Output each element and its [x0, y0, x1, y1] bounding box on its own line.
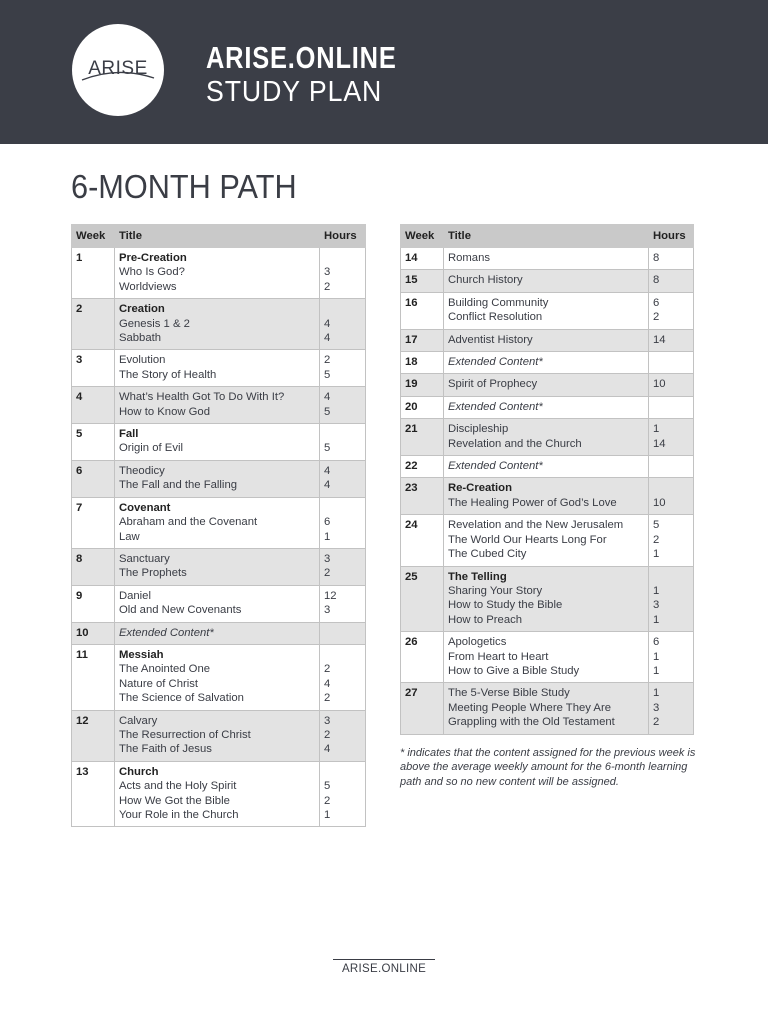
week-column-header: Week — [401, 225, 444, 248]
lesson-title: Law — [118, 530, 140, 543]
hours-value: 1 — [653, 548, 660, 561]
lesson-title: The Faith of Jesus — [118, 743, 212, 756]
table-row — [401, 396, 694, 418]
lesson-title: Discipleship — [447, 423, 509, 436]
week-number: 12 — [72, 710, 115, 761]
hours-value: 4 — [324, 479, 331, 492]
week-number: 14 — [401, 248, 444, 270]
hours-value: 6 — [653, 636, 660, 649]
lesson-title: Conflict Resolution — [447, 311, 543, 324]
week-column-header: Week — [72, 225, 115, 248]
lesson-titles — [443, 478, 648, 515]
hours-value: 4 — [324, 677, 331, 690]
week-number: 4 — [72, 387, 115, 424]
section-heading: Pre-Creation — [118, 252, 187, 264]
lesson-title: Building Community — [447, 296, 549, 309]
table-row — [401, 632, 694, 683]
hours-value: 1 — [653, 423, 660, 436]
lesson-title: How to Give a Bible Study — [447, 664, 580, 677]
hours-spacer — [324, 251, 361, 265]
hours-value: 4 — [324, 332, 331, 345]
page-title: 6-MONTH PATH — [71, 168, 297, 205]
extended-content-footnote: * indicates that the content assigned for the previous week is above the average weekly amount for the 6-month learning path and so no new content will be assigned. — [400, 747, 696, 788]
lesson-titles — [114, 497, 319, 548]
week-number: 3 — [72, 350, 115, 387]
hours-value: 2 — [653, 716, 660, 729]
footer-url: ARISE.ONLINE — [341, 963, 427, 975]
week-number: 19 — [401, 374, 444, 396]
lesson-hours — [649, 515, 694, 566]
lesson-title: The Anointed One — [118, 663, 211, 676]
hours-value: 5 — [653, 519, 660, 532]
table-row — [72, 248, 366, 299]
lesson-title: From Heart to Heart — [447, 650, 549, 663]
hours-value: 3 — [324, 266, 331, 279]
hours-value: 14 — [653, 437, 666, 450]
page-header — [0, 0, 768, 144]
table-row — [401, 566, 694, 632]
lesson-title: Church History — [447, 274, 523, 287]
lesson-titles — [114, 424, 319, 461]
hours-value: 4 — [324, 464, 331, 477]
week-number: 2 — [72, 299, 115, 350]
hours-value: 2 — [324, 280, 331, 293]
lesson-titles — [443, 683, 648, 734]
brand-title: ARISE.ONLINE — [206, 40, 397, 75]
hours-value: 8 — [653, 252, 660, 264]
lesson-hours — [320, 460, 366, 497]
hours-spacer — [324, 501, 361, 515]
lesson-hours — [649, 352, 694, 374]
lesson-title: How to Preach — [447, 613, 523, 626]
lesson-title: The Resurrection of Christ — [118, 728, 251, 741]
week-number: 5 — [72, 424, 115, 461]
lesson-hours — [649, 632, 694, 683]
lesson-title: Calvary — [118, 714, 158, 727]
lesson-title: Revelation and the New Jerusalem — [447, 519, 624, 532]
hours-value: 5 — [324, 405, 331, 418]
lesson-title: What’s Health Got To Do With It? — [118, 391, 285, 404]
hours-value: 2 — [324, 663, 331, 676]
lesson-titles — [443, 456, 648, 478]
lesson-title: The Fall and the Falling — [118, 479, 238, 492]
lesson-hours — [649, 478, 694, 515]
lesson-titles — [114, 548, 319, 585]
hours-spacer — [653, 481, 689, 495]
lesson-hours — [320, 387, 366, 424]
lesson-titles — [114, 644, 319, 710]
lesson-hours — [649, 248, 694, 270]
lesson-title: The 5-Verse Bible Study — [447, 687, 570, 700]
hours-value: 6 — [653, 296, 660, 309]
lesson-hours — [320, 548, 366, 585]
table-row — [401, 248, 694, 270]
week-number: 22 — [401, 456, 444, 478]
section-heading: Messiah — [118, 648, 164, 661]
lesson-title: How to Study the Bible — [447, 599, 563, 612]
table-row — [72, 350, 366, 387]
section-heading: Creation — [118, 303, 165, 316]
section-heading: Covenant — [118, 501, 171, 514]
lesson-title: Meeting People Where They Are — [447, 701, 612, 714]
extended-content-label: Extended Content* — [447, 460, 543, 473]
lesson-titles — [114, 710, 319, 761]
hours-value: 3 — [324, 714, 331, 727]
table-row — [401, 419, 694, 456]
lesson-titles — [443, 248, 648, 270]
lesson-title: The Healing Power of God’s Love — [447, 496, 617, 509]
lesson-hours — [320, 350, 366, 387]
lesson-title: The Cubed City — [447, 548, 527, 561]
table-row — [401, 270, 694, 292]
hours-value: 5 — [324, 442, 331, 455]
lesson-title: Your Role in the Church — [118, 809, 239, 821]
lesson-title: How to Know God — [118, 405, 211, 418]
week-number: 11 — [72, 644, 115, 710]
table-header-row — [401, 225, 694, 248]
lesson-title: How We Got the Bible — [118, 794, 230, 807]
hours-spacer — [653, 570, 689, 584]
hours-value: 4 — [324, 743, 331, 756]
hours-value: 4 — [324, 317, 331, 330]
lesson-titles — [443, 396, 648, 418]
lesson-hours — [320, 710, 366, 761]
hours-value: 14 — [653, 333, 666, 346]
lesson-titles — [443, 374, 648, 396]
week-number: 25 — [401, 566, 444, 632]
lesson-titles — [443, 270, 648, 292]
lesson-hours — [649, 270, 694, 292]
hours-value: 3 — [653, 599, 660, 612]
hours-value: 10 — [653, 378, 666, 391]
title-column-header: Title — [114, 225, 319, 248]
lesson-title: Sabbath — [118, 332, 162, 345]
lesson-title: The World Our Hearts Long For — [447, 533, 607, 546]
lesson-titles — [114, 460, 319, 497]
table-row — [401, 374, 694, 396]
hours-value: 5 — [324, 368, 331, 381]
table-row — [72, 497, 366, 548]
table-row — [401, 329, 694, 351]
section-heading: The Telling — [447, 570, 507, 583]
hours-value: 2 — [324, 794, 331, 807]
table-row — [72, 548, 366, 585]
lesson-title: Sharing Your Story — [447, 584, 543, 597]
table-row — [72, 761, 366, 827]
lesson-title: Acts and the Holy Spirit — [118, 780, 237, 793]
table-body — [401, 248, 694, 735]
hours-value: 1 — [653, 687, 660, 700]
extended-content-label: Extended Content* — [447, 356, 543, 369]
hours-column-header: Hours — [320, 225, 366, 248]
table-row — [72, 710, 366, 761]
lesson-hours — [649, 292, 694, 329]
hours-value: 1 — [324, 530, 331, 543]
lesson-hours — [649, 419, 694, 456]
lesson-hours — [649, 566, 694, 632]
hours-value: 5 — [324, 780, 331, 793]
lesson-titles — [443, 632, 648, 683]
lesson-hours — [320, 644, 366, 710]
lesson-titles — [114, 761, 319, 827]
week-number: 1 — [72, 248, 115, 299]
lesson-title: Origin of Evil — [118, 442, 183, 455]
week-number: 18 — [401, 352, 444, 374]
study-plan-table-right — [400, 224, 694, 735]
hours-spacer — [324, 765, 361, 779]
lesson-title: Evolution — [118, 354, 166, 367]
week-number: 20 — [401, 396, 444, 418]
lesson-titles — [114, 299, 319, 350]
week-number: 7 — [72, 497, 115, 548]
logo-wordmark: ARISE — [88, 58, 148, 79]
section-heading: Church — [118, 765, 159, 778]
lesson-titles — [114, 350, 319, 387]
hours-value: 2 — [324, 728, 331, 741]
hours-value: 2 — [324, 567, 331, 580]
lesson-title: Adventist History — [447, 333, 533, 346]
lesson-hours — [649, 456, 694, 478]
extended-content-label: Extended Content* — [447, 400, 543, 413]
extended-content-label: Extended Content* — [118, 626, 214, 639]
hours-spacer — [324, 427, 361, 441]
title-column-header: Title — [443, 225, 648, 248]
lesson-title: Daniel — [118, 589, 151, 602]
lesson-hours — [320, 585, 366, 622]
table-row — [401, 515, 694, 566]
table-row — [401, 292, 694, 329]
lesson-hours — [320, 424, 366, 461]
week-number: 16 — [401, 292, 444, 329]
lesson-title: The Science of Salvation — [118, 692, 244, 705]
hours-value: 2 — [324, 692, 331, 705]
hours-value: 1 — [324, 809, 331, 821]
lesson-titles — [443, 419, 648, 456]
section-heading: Fall — [118, 428, 139, 441]
week-number: 15 — [401, 270, 444, 292]
week-number: 26 — [401, 632, 444, 683]
lesson-hours — [320, 761, 366, 827]
lesson-title: Spirit of Prophecy — [447, 378, 538, 391]
hours-value: 3 — [324, 604, 331, 617]
table-row — [72, 387, 366, 424]
week-number: 21 — [401, 419, 444, 456]
brand-subtitle: STUDY PLAN — [206, 76, 383, 108]
lesson-hours — [649, 396, 694, 418]
table-row — [72, 424, 366, 461]
lesson-title: Abraham and the Covenant — [118, 516, 258, 529]
logo-swoosh-icon — [80, 66, 156, 86]
footer-divider — [333, 959, 435, 960]
lesson-titles — [443, 515, 648, 566]
lesson-title: Genesis 1 & 2 — [118, 317, 190, 330]
lesson-title: Nature of Christ — [118, 677, 199, 690]
lesson-title: Sanctuary — [118, 552, 170, 565]
lesson-title: Who Is God? — [118, 266, 185, 279]
lesson-titles — [114, 622, 319, 644]
hours-column-header: Hours — [649, 225, 694, 248]
lesson-titles — [443, 352, 648, 374]
week-number: 10 — [72, 622, 115, 644]
table-body — [72, 248, 366, 827]
lesson-titles — [443, 329, 648, 351]
section-heading: Re-Creation — [447, 482, 512, 495]
hours-value: 2 — [324, 354, 331, 367]
study-plan-table-left — [71, 224, 366, 827]
week-number: 6 — [72, 460, 115, 497]
lesson-hours — [649, 683, 694, 734]
hours-value: 3 — [653, 701, 660, 714]
lesson-title: Theodicy — [118, 464, 165, 477]
week-number: 24 — [401, 515, 444, 566]
lesson-hours — [649, 329, 694, 351]
hours-value: 3 — [324, 552, 331, 565]
lesson-title: Old and New Covenants — [118, 604, 242, 617]
hours-value: 1 — [653, 664, 660, 677]
table-row — [401, 456, 694, 478]
hours-value: 1 — [653, 584, 660, 597]
table-row — [72, 460, 366, 497]
lesson-titles — [443, 292, 648, 329]
hours-value: 2 — [653, 311, 660, 324]
hours-value: 1 — [653, 650, 660, 663]
lesson-title: Worldviews — [118, 280, 177, 293]
hours-spacer — [324, 302, 361, 316]
lesson-hours — [320, 248, 366, 299]
week-number: 27 — [401, 683, 444, 734]
lesson-title: Revelation and the Church — [447, 437, 582, 450]
lesson-titles — [114, 585, 319, 622]
week-number: 17 — [401, 329, 444, 351]
table-row — [72, 622, 366, 644]
hours-spacer — [324, 648, 361, 662]
hours-value: 4 — [324, 391, 331, 404]
table-row — [72, 585, 366, 622]
lesson-title: Apologetics — [447, 636, 507, 649]
week-number: 9 — [72, 585, 115, 622]
lesson-hours — [320, 622, 366, 644]
hours-value: 2 — [653, 533, 660, 546]
table-row — [401, 683, 694, 734]
lesson-hours — [649, 374, 694, 396]
hours-value: 12 — [324, 589, 337, 602]
hours-value: 1 — [653, 613, 660, 626]
week-number: 23 — [401, 478, 444, 515]
hours-value: 10 — [653, 496, 666, 509]
hours-value: 8 — [653, 274, 660, 287]
lesson-title: Grappling with the Old Testament — [447, 716, 615, 729]
lesson-title: The Prophets — [118, 567, 187, 580]
table-row — [401, 352, 694, 374]
table-header-row — [72, 225, 366, 248]
lesson-titles — [114, 387, 319, 424]
lesson-titles — [114, 248, 319, 299]
table-row — [401, 478, 694, 515]
week-number: 13 — [72, 761, 115, 827]
lesson-title: The Story of Health — [118, 368, 217, 381]
table-row — [72, 299, 366, 350]
table-row — [72, 644, 366, 710]
arise-logo — [72, 24, 164, 116]
lesson-title: Romans — [447, 252, 491, 264]
week-number: 8 — [72, 548, 115, 585]
lesson-hours — [320, 299, 366, 350]
hours-value: 6 — [324, 516, 331, 529]
lesson-hours — [320, 497, 366, 548]
lesson-titles — [443, 566, 648, 632]
